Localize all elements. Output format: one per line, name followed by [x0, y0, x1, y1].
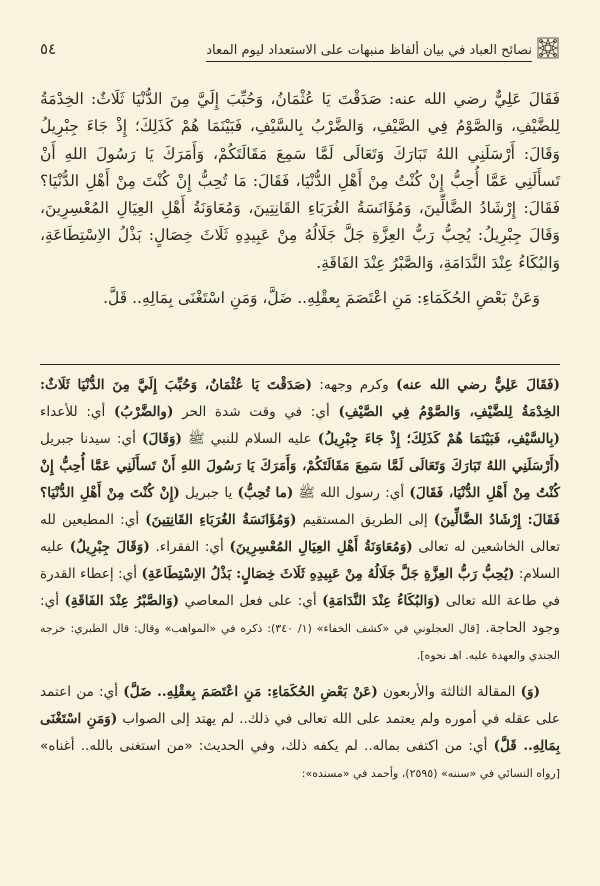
commentary-text: المقالة الثالثة والأربعون: [377, 684, 521, 700]
quoted-text: (يُحِبُّ رَبُّ العِزَّةِ جَلَّ جَلَالُهُ مِنْ عَبِيدِهِ ثَلَاثَ خِصَالٍ: بَذْلُ الاِسْتِطَاعَةِ): [141, 566, 515, 582]
quoted-text: (وَقَالَ): [142, 431, 182, 447]
commentary-text: وكرم وجهه:: [311, 377, 397, 393]
commentary-text: أي: من اكتفى بماله.. لم يكفه ذلك، وفي الحديث: «من استغنى بالله.. أغناه»: [40, 738, 494, 754]
quoted-text: (عَنْ بَعْضِ الحُكَمَاءِ: مَنِ اعْتَصَمَ بِعقْلِهِ.. ضَلَّ): [123, 684, 378, 700]
commentary-text: أي: للأعداء: [40, 404, 114, 420]
quoted-text: (وَمُعَاوَنَةُ أَهْلِ العِيَالِ المُعْسِرِينَ): [229, 539, 413, 555]
commentary-text: عليه السلام للنبي ﷺ: [181, 431, 318, 447]
citation: [قال العجلوني في «كشف الخفاء» (١/ ٣٤٠): ذكره في «المواهب» وقال: قال الطبري: خرجه الجندي والعهدة عليه. اهـ نحوه].: [40, 622, 560, 662]
quoted-text: (بِالسَّيْفِ، فَبَيْنَمَا هُمْ كَذَلِكَ؛ إِذْ جَاءَ جِبْرِيلُ): [317, 431, 560, 447]
commentary-text: أي: الفقراء.: [149, 539, 230, 555]
quoted-text: (فَقَالَ عَلِيٌّ رضي الله عنه): [396, 377, 560, 393]
page-number: ٥٤: [40, 40, 57, 58]
commentary-text: أي: على فعل المعاصي: [179, 593, 323, 609]
main-paragraph: فَقَالَ عَلِيٌّ رضي الله عنه: صَدَقْتَ يَا عُثْمَانُ، وَحُبِّبَ إِلَيَّ مِنَ الدُّنْيَا ثَلَاثٌ: الخِدْمَةُ لِلضَّيْفِ، وَالصَّوْمُ فِي الصَّيْفِ، وَالضَّرْبُ بِالسَّيْفِ، فَبَيْنَمَا هُمْ كَذَلِكَ؛ إِذْ جَاءَ جِبْرِيلُ وَقَالَ: أَرْسَلَنِي اللهُ تَبَارَكَ وَتَعَالَى لَمَّا سَمِعَ مَقَالَتَكُمْ، وَأَمَرَكَ يَا رَسُولَ اللهِ أَنْ تَسأَلَنِي عَمَّا أُحِبُّ إِنْ كُنْتُ مِنْ أَهْلِ الدُّنْيَا، فَقَالَ: مَا تُحِبُّ إِنْ كُنْتَ مِنْ أَهْلِ الدُّنْيَا؟ فَقَالَ: إِرْشَادُ الضَّالِّينَ، وَمُؤَانَسَةُ الغُرَبَاءِ القَانِتِينَ، وَمُعَاوَنَةُ أَهْلِ العِيَالِ المُعْسِرِينَ، وَقَالَ جِبْرِيلُ: يُحِبُّ رَبُّ العِزَّةِ جَلَّ جَلَالُهُ مِنْ عَبِيدِهِ ثَلَاثَ خِصَالٍ: بَذْلُ الاِسْتِطَاعَةِ، وَالبُكَاءُ عِنْدَ النَّدَامَةِ، وَالصَّبْرُ عِنْدَ الفَاقَةِ.: [40, 90, 560, 272]
geometric-star-ornament-icon: [536, 36, 560, 60]
commentary-paragraph: [40, 679, 560, 787]
quoted-text: (وَمَنِ اسْتَغْنَى بِمَالِهِ.. قَلَّ): [40, 711, 561, 754]
quoted-text: (أَرْسَلَنِي اللهُ تَبَارَكَ وَتَعَالَى لَمَّا سَمِعَ مَقَالَتَكُمْ، وَأَمَرَكَ يَا رَسُولَ اللهِ أَنْ تَسأَلَنِي عَمَّا أُحِبُّ إِنْ كُنْتُ مِنْ أَهْلِ الدُّنْيَا، فَقَالَ): [40, 458, 560, 501]
commentary-text: أي: رسول الله ﷺ: [293, 485, 410, 501]
commentary-text: أي: المطيعين لله تعالى الخاشعين له تعالى: [40, 512, 561, 555]
quoted-text: (إِنْ كُنْتَ مِنْ أَهْلِ الدُّنْيَا؟ فَقَالَ: إِرْشَادُ الضَّالِّينَ): [40, 485, 560, 528]
commentary: [40, 372, 560, 787]
commentary-text: عليه السلام:: [40, 539, 560, 582]
quoted-text: (وَالصَّبْرُ عِنْدَ الفَاقَةِ): [64, 593, 180, 609]
commentary-text: يا جبريل: [179, 485, 238, 501]
main-text: [40, 86, 560, 312]
quoted-text: (وَ): [520, 684, 541, 700]
quoted-text: (صَدَقْتَ يَا عُثْمَانُ، وَحُبِّبَ إِلَيَّ مِنَ الدُّنْيَا ثَلَاثٌ: الخِدْمَةُ لِلضَّيْفِ، وَالصَّوْمُ فِي الصَّيْفِ): [40, 377, 560, 420]
commentary-text: أي: إعطاء القدرة في طاعة الله تعالى: [40, 566, 560, 609]
running-head: [206, 36, 560, 62]
page-header: [40, 30, 560, 62]
running-title: نصائح العباد في بيان ألفاظ منبهات على الاستعداد ليوم المعاد: [206, 43, 532, 62]
text-divider: [40, 364, 560, 365]
commentary-text: إلى الطريق المستقيم: [296, 512, 434, 528]
commentary-text: أي: سيدنا جبريل: [40, 431, 143, 447]
quoted-text: (وَالبُكَاءُ عِنْدَ النَّدَامَةِ): [322, 593, 441, 609]
commentary-paragraph: [40, 372, 560, 669]
quoted-text: (ما تُحِبُّ): [237, 485, 294, 501]
citation: [رواه النسائي في «سننه» (٢٥٩٥)، وأحمد في «مسنده»:: [301, 767, 560, 780]
main-paragraph: وَعَنْ بَعْضِ الحُكَمَاءِ: مَنِ اعْتَصَمَ بِعقْلِهِ.. ضَلَّ، وَمَنِ اسْتَغْنَى بِمَالِهِ.. قَلَّ.: [103, 289, 540, 308]
quoted-text: (وَمُؤَانَسَةُ الغُرَبَاءِ القَانِتِينَ): [145, 512, 297, 528]
commentary-text: أي: في وقت شدة الحر: [173, 404, 339, 420]
commentary-text: أي: من اعتمد على عقله في أموره ولم يعتمد على الله تعالى في ذلك.. لم يهتد إلى الصواب: [40, 684, 560, 727]
commentary-text: أي: وجود الحاجة.: [40, 593, 560, 636]
quoted-text: (وَقَالَ جِبْرِيلُ): [69, 539, 150, 555]
quoted-text: (والضَّرْبُ): [113, 404, 174, 420]
